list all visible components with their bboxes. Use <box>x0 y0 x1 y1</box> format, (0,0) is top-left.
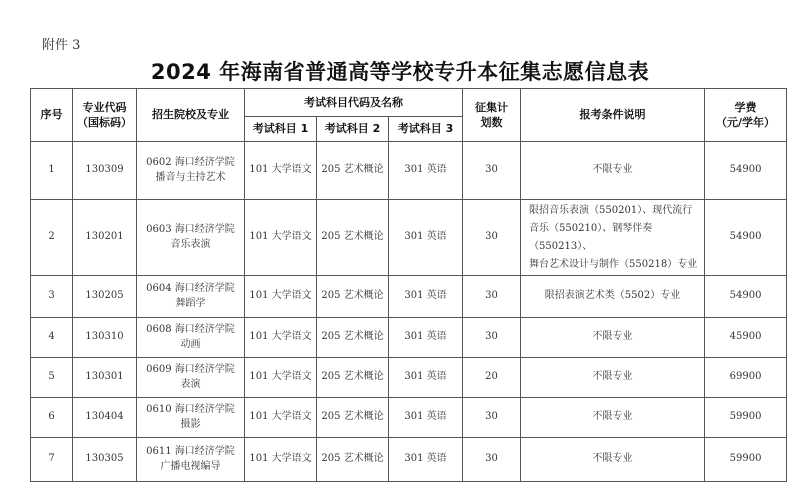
cell-school-major <box>137 276 245 318</box>
header-school-major: 招生院校及专业 <box>137 89 245 142</box>
cell-plan: 30 <box>463 276 521 318</box>
cell-school: 0611 海口经济学院 <box>146 446 235 457</box>
cell-subject-3: 301 英语 <box>389 142 463 200</box>
cell-subject-2: 205 艺术概论 <box>317 438 389 482</box>
cell-code: 130205 <box>73 276 137 318</box>
cell-subject-2: 205 艺术概论 <box>317 276 389 318</box>
cell-condition <box>521 142 705 200</box>
cell-subject-2: 205 艺术概论 <box>317 318 389 358</box>
cell-subject-3: 301 英语 <box>389 398 463 438</box>
header-fee-line2: （元/学年） <box>716 116 776 129</box>
cell-subject-1: 101 大学语文 <box>245 276 317 318</box>
cell-school: 0609 海口经济学院 <box>146 364 235 375</box>
cell-plan: 30 <box>463 200 521 276</box>
cell-code: 130310 <box>73 318 137 358</box>
cell-seq: 3 <box>31 276 73 318</box>
cell-school-major <box>137 318 245 358</box>
cell-school-major <box>137 200 245 276</box>
cell-subject-3: 301 英语 <box>389 358 463 398</box>
condition-line: 音乐（550210）、钢琴伴奏（550213）、 <box>529 222 653 252</box>
table-row <box>31 318 787 358</box>
condition-line: 不限专业 <box>592 371 633 383</box>
condition-line: 不限专业 <box>592 331 633 343</box>
cell-subject-2: 205 艺术概论 <box>317 200 389 276</box>
cell-subject-1: 101 大学语文 <box>245 398 317 438</box>
cell-code: 130309 <box>73 142 137 200</box>
header-subject-3: 考试科目 3 <box>389 117 463 142</box>
cell-fee: 59900 <box>705 438 787 482</box>
condition-line: 限招表演艺术类（5502）专业 <box>544 290 681 302</box>
condition-line: 限招音乐表演（550201）、现代流行 <box>529 204 693 216</box>
cell-major: 音乐表演 <box>170 238 211 250</box>
cell-seq: 5 <box>31 358 73 398</box>
cell-fee: 54900 <box>705 142 787 200</box>
cell-school-major <box>137 358 245 398</box>
table-row <box>31 438 787 482</box>
cell-school-major <box>137 142 245 200</box>
header-major-code <box>73 89 137 142</box>
cell-fee: 54900 <box>705 200 787 276</box>
cell-subject-1: 101 大学语文 <box>245 200 317 276</box>
document-title: 2024 年海南省普通高等学校专升本征集志愿信息表 <box>150 60 650 84</box>
cell-subject-2: 205 艺术概论 <box>317 358 389 398</box>
table-row <box>31 358 787 398</box>
cell-condition <box>521 358 705 398</box>
header-plan-line1: 征集计 <box>475 100 509 114</box>
cell-major: 摄影 <box>180 418 201 430</box>
cell-seq: 4 <box>31 318 73 358</box>
cell-seq: 2 <box>31 200 73 276</box>
cell-subject-3: 301 英语 <box>389 200 463 276</box>
cell-plan: 30 <box>463 398 521 438</box>
header-plan-line2: 划数 <box>480 116 503 129</box>
condition-line: 不限专业 <box>592 453 633 465</box>
cell-major: 舞蹈学 <box>175 297 206 309</box>
cell-seq: 1 <box>31 142 73 200</box>
condition-line: 不限专业 <box>592 164 633 176</box>
cell-major: 广播电视编导 <box>160 460 221 472</box>
cell-school: 0604 海口经济学院 <box>146 283 235 294</box>
cell-fee: 54900 <box>705 276 787 318</box>
cell-subject-3: 301 英语 <box>389 318 463 358</box>
cell-subject-1: 101 大学语文 <box>245 318 317 358</box>
cell-school: 0603 海口经济学院 <box>146 224 235 235</box>
cell-code: 130301 <box>73 358 137 398</box>
cell-school: 0610 海口经济学院 <box>146 404 235 415</box>
cell-fee: 45900 <box>705 318 787 358</box>
cell-school-major <box>137 398 245 438</box>
cell-code: 130201 <box>73 200 137 276</box>
cell-subject-2: 205 艺术概论 <box>317 398 389 438</box>
table-row <box>31 200 787 276</box>
header-major-code-line2: （国标码） <box>77 116 132 129</box>
cell-condition <box>521 200 705 276</box>
cell-major: 动画 <box>180 338 201 350</box>
header-fee-line1: 学费 <box>734 100 757 114</box>
cell-condition <box>521 398 705 438</box>
cell-code: 130305 <box>73 438 137 482</box>
header-plan <box>463 89 521 142</box>
cell-plan: 30 <box>463 142 521 200</box>
table-row <box>31 142 787 200</box>
header-subject-1: 考试科目 1 <box>245 117 317 142</box>
table-body <box>31 142 787 482</box>
condition-line: 不限专业 <box>592 411 633 423</box>
cell-seq: 6 <box>31 398 73 438</box>
cell-subject-1: 101 大学语文 <box>245 142 317 200</box>
cell-subject-3: 301 英语 <box>389 438 463 482</box>
cell-plan: 30 <box>463 438 521 482</box>
info-table <box>30 88 787 482</box>
cell-major: 播音与主持艺术 <box>155 171 226 183</box>
attachment-label: 附件 3 <box>42 38 81 53</box>
cell-fee: 69900 <box>705 358 787 398</box>
cell-school-major <box>137 438 245 482</box>
cell-subject-1: 101 大学语文 <box>245 438 317 482</box>
header-row-1 <box>31 89 787 117</box>
cell-subject-3: 301 英语 <box>389 276 463 318</box>
header-condition: 报考条件说明 <box>521 89 705 142</box>
condition-line: 舞台艺术设计与制作（550218）专业 <box>529 258 698 270</box>
header-exam-group: 考试科目代码及名称 <box>245 89 463 117</box>
header-fee <box>705 89 787 142</box>
cell-condition <box>521 276 705 318</box>
cell-school: 0602 海口经济学院 <box>146 157 235 168</box>
table-row <box>31 398 787 438</box>
cell-seq: 7 <box>31 438 73 482</box>
cell-code: 130404 <box>73 398 137 438</box>
cell-plan: 20 <box>463 358 521 398</box>
table-row <box>31 276 787 318</box>
cell-subject-1: 101 大学语文 <box>245 358 317 398</box>
cell-subject-2: 205 艺术概论 <box>317 142 389 200</box>
cell-school: 0608 海口经济学院 <box>146 324 235 335</box>
header-seq: 序号 <box>31 89 73 142</box>
cell-plan: 30 <box>463 318 521 358</box>
header-major-code-line1: 专业代码 <box>82 100 127 114</box>
cell-fee: 59900 <box>705 398 787 438</box>
cell-condition <box>521 438 705 482</box>
cell-condition <box>521 318 705 358</box>
header-subject-2: 考试科目 2 <box>317 117 389 142</box>
cell-major: 表演 <box>180 378 201 390</box>
